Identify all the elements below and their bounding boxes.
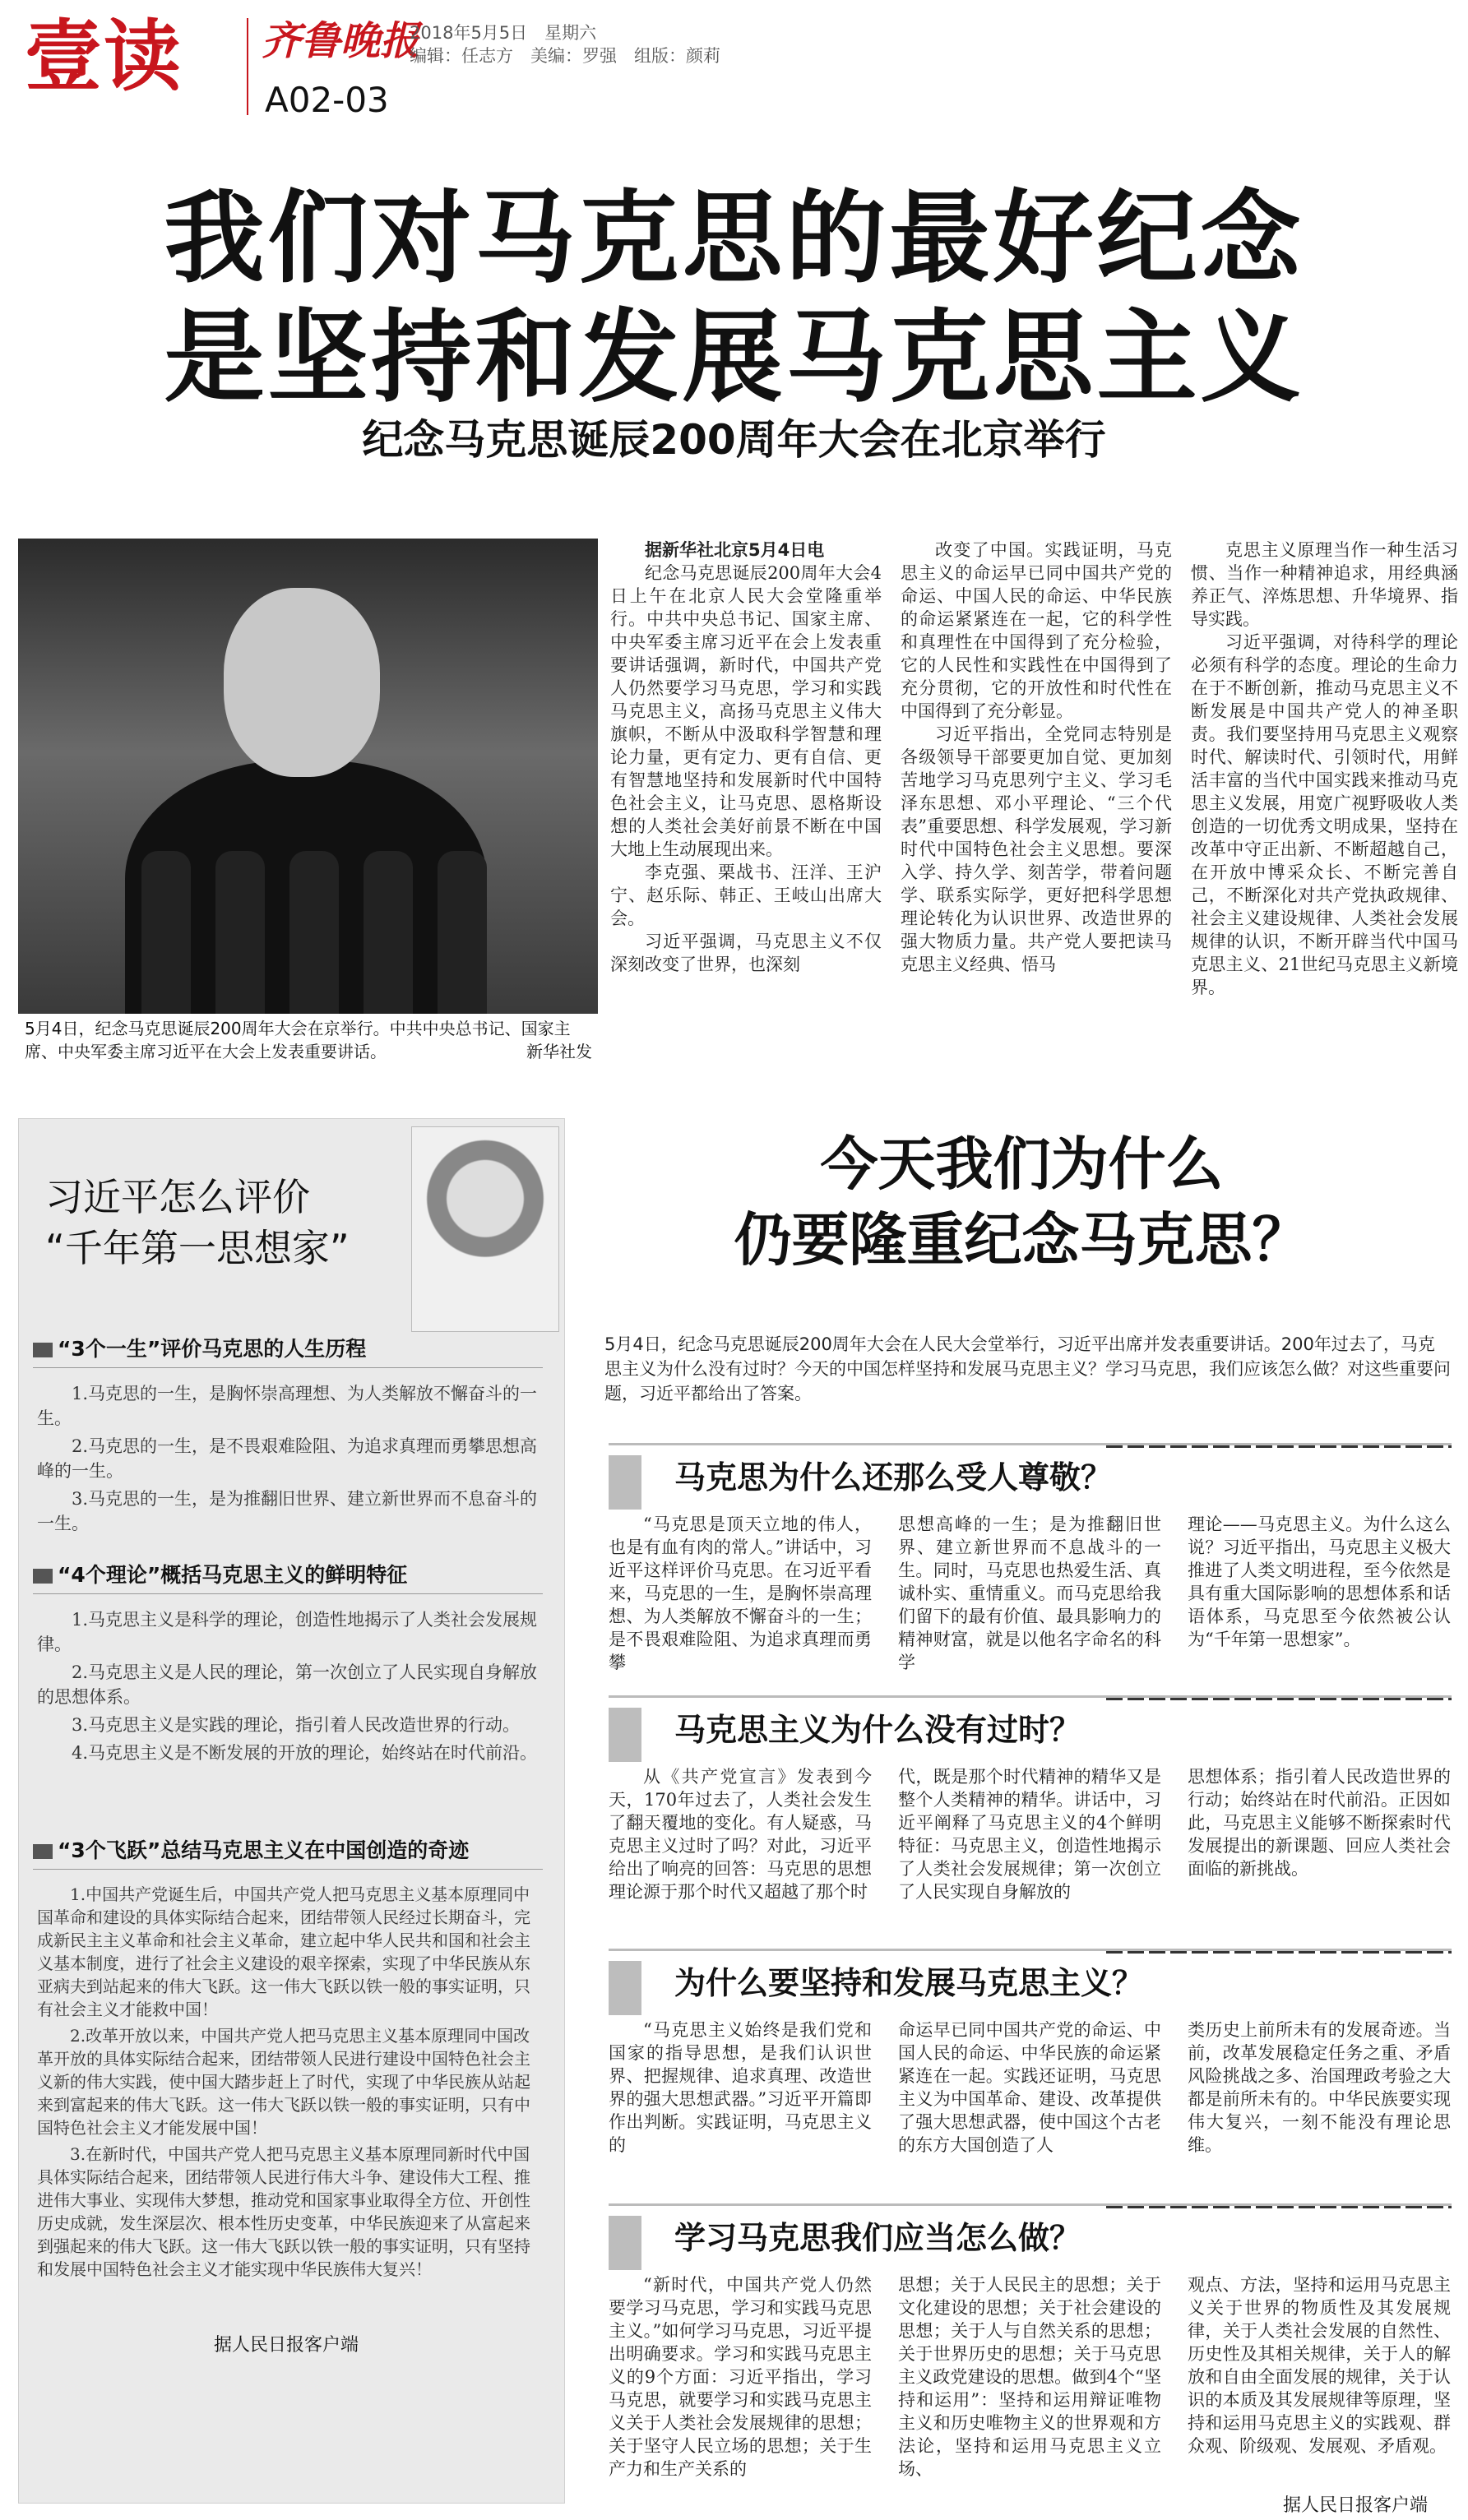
section-name: 壹读: [25, 12, 183, 102]
newspaper-logo: 齐鲁晚报: [262, 18, 420, 64]
square-bullet-icon: [33, 1343, 53, 1357]
masthead-info: [410, 21, 720, 67]
list-item: 2.改革开放以来，中国共产党人把马克思主义基本原理同中国改革开放的具体实际结合起来，团结带领人民进行建设中国特色社会主义新的伟大实践，使中国大踏步赶上了时代，实现了中华民族从站起来到富起来的伟大飞跃。这一伟大飞跃以铁一般的事实证明，只有中国特色社会主义才能发展中国！: [37, 2026, 530, 2138]
list-item: 1.马克思的一生，是胸怀崇高理想、为人类解放不懈奋斗的一生。: [37, 1384, 538, 1428]
answer-column: “新时代，中国共产党人仍然要学习马克思，学习和实践马克思主义。”如何学习马克思，习近平提出明确要求。学习和实践马克思主义的9个方面：习近平指出，学习马克思，就要学习和实践马克思主义关于人类社会发展规律的思想；关于坚守人民立场的思想；关于生产力和生产关系的: [609, 2275, 872, 2479]
sidebar-title-line-1: 习近平怎么评价: [45, 1175, 310, 1219]
list-item: 3.马克思主义是实践的理论，指引着人民改造世界的行动。: [72, 1715, 521, 1735]
list-item: 1.中国共产党诞生后，中国共产党人把马克思主义基本原理同中国革命和建设的具体实际结合起来，团结带领人民经过长期奋斗，完成新民主主义革命和社会主义革命，建立起中华人民共和国和社会主义基本制度，进行了社会主义建设的艰辛探索，实现了中华民族从东亚病夫到站起来的伟大飞跃。这一伟大飞跃以铁一般的事实证明，只有社会主义才能救中国！: [37, 1884, 530, 2019]
lead-paragraph: 习近平强调，对待科学的理论必须有科学的态度。理论的生命力在于不断创新，推动马克思主义不断发展是中国共产党人的神圣职责。我们要坚持用马克思主义观察时代、解读时代、引领时代，用鲜活丰富的当代中国实践来推动马克思主义发展，用宽广视野吸收人类创造的一切优秀文明成果，坚持在改革中守正出新、不断超越自己，在开放中博采众长、不断完善自己，不断深化对共产党执政规律、社会主义建设规律、人类社会发展规律的认识，不断开辟当代中国马克思主义、21世纪马克思主义新境界。: [1191, 632, 1458, 997]
question-heading: 学习马克思我们应当怎么做？: [609, 2203, 1452, 2268]
photo-caption-text: 5月4日，纪念马克思诞辰200周年大会在京举行。中共中央总书记、国家主席、中央军委主席习近平在大会上发表重要讲话。: [25, 1019, 571, 1061]
page-number: A02-03: [265, 80, 389, 120]
lead-column-1: [610, 539, 882, 1057]
masthead-divider: [247, 18, 248, 115]
sidebar-section-heading: “3个飞跃”总结马克思主义在中国创造的奇迹: [33, 1838, 543, 1870]
lead-paragraph: 习近平强调，马克思主义不仅深刻改变了世界，也深刻: [610, 932, 882, 974]
answer-column: 代，既是那个时代精神的精华又是整个人类精神的精华。讲话中，习近平阐释了马克思主义的4个鲜明特征：马克思主义，创造性地揭示了人类社会发展规律；第一次创立了人民实现自身解放的: [898, 1767, 1161, 1902]
feature-credit: 据人民日报客户端: [1283, 2495, 1429, 2516]
lead-photo: [18, 539, 598, 1014]
answer-column: “马克思主义始终是我们党和国家的指导思想，是我们认识世界、把握规律、追求真理、改造世界的强大思想武器。”习近平开篇即作出判断。实践证明，马克思主义的: [609, 2020, 872, 2155]
answer-column: 理论——马克思主义。为什么这么说？习近平指出，马克思主义极大推进了人类文明进程，至今依然是具有重大国际影响的思想体系和话语体系，马克思至今依然被公认为“千年第一思想家”。: [1188, 1514, 1451, 1649]
dateline: 据新华社北京5月4日电: [645, 540, 825, 560]
answer-column: 思想高峰的一生；是为推翻旧世界、建立新世界而不息战斗的一生。同时，马克思也热爱生活、真诚朴实、重情重义。而马克思给我们留下的最有价值、最具影响力的精神财富，就是以他名字命名的科学: [898, 1514, 1161, 1672]
sidebar-title: [45, 1172, 399, 1274]
question-heading: 为什么要坚持和发展马克思主义？: [609, 1949, 1452, 2013]
sidebar-section-heading: “3个一生”评价马克思的人生历程: [33, 1336, 543, 1368]
list-item: 3.在新时代，中国共产党人把马克思主义基本原理同新时代中国具体实际结合起来，团结带领人民进行伟大斗争、建设伟大工程、推进伟大事业、实现伟大梦想，推动党和国家事业取得全方位、开创性历史成就，发生深层次、根本性历史变革，中华民族迎来了从富起来到强起来的伟大飞跃。这一伟大飞跃以铁一般的事实证明，只有坚持和发展中国特色社会主义才能实现中华民族伟大复兴！: [37, 2144, 530, 2279]
headline-line-2: 是坚持和发展马克思主义: [164, 299, 1304, 416]
photo-caption: [25, 1017, 592, 1063]
question-heading: 马克思为什么还那么受人尊敬？: [609, 1443, 1452, 1507]
headline-line-1: 我们对马克思的最好纪念: [164, 180, 1304, 297]
list-item: 2.马克思的一生，是不畏艰难险阻、为追求真理而勇攀思想高峰的一生。: [37, 1436, 538, 1481]
feature-title-line-1: 今天我们为什么: [820, 1131, 1224, 1198]
list-item: 1.马克思主义是科学的理论，创造性地揭示了人类社会发展规律。: [37, 1610, 538, 1654]
list-item: 3.马克思的一生，是为推翻旧世界、建立新世界而不息奋斗的一生。: [37, 1489, 538, 1533]
lead-paragraph: 纪念马克思诞辰200周年大会4日上午在北京人民大会堂隆重举行。中共中央总书记、国家主席、中央军委主席习近平在会上发表重要讲话强调，新时代，中国共产党人仍然要学习马克思，学习和实践马克思主义，高扬马克思主义伟大旗帜，不断从中汲取科学智慧和理论力量，更有定力、更有自信、更有智慧地坚持和发展新时代中国特色社会主义，让马克思、恩格斯设想的人类社会美好前景不断在中国大地上生动展现出来。: [610, 563, 882, 859]
sidebar-title-line-2: “千年第一思想家”: [45, 1226, 350, 1270]
sidebar-section-body: [37, 1883, 543, 2284]
sidebar-section-body: [37, 1607, 543, 1769]
list-item: 2.马克思主义是人民的理论，第一次创立了人民实现自身解放的思想体系。: [37, 1662, 538, 1707]
answer-column: 思想体系；指引着人民改造世界的行动；始终站在时代前沿。正因如此，马克思主义能够不断探索时代发展提出的新课题、回应人类社会面临的新挑战。: [1188, 1767, 1451, 1879]
answer-column: 类历史上前所未有的发展奇迹。当前，改革发展稳定任务之重、矛盾风险挑战之多、治国理政考验之大都是前所未有的。中华民族要实现伟大复兴，一刻不能没有理论思维。: [1188, 2020, 1451, 2155]
lead-paragraph: 改变了中国。实践证明，马克思主义的命运早已同中国共产党的命运、中国人民的命运、中华民族的命运紧紧连在一起，它的科学性和真理性在中国得到了充分检验，它的人民性和实践性在中国得到了充分贯彻，它的开放性和时代性在中国得到了充分彰显。: [901, 540, 1172, 721]
square-bullet-icon: [33, 1569, 53, 1584]
answer-column: “马克思是顶天立地的伟人，也是有血有肉的常人。”讲话中，习近平这样评价马克思。在习近平看来，马克思的一生，是胸怀崇高理想、为人类解放不懈奋斗的一生；是不畏艰难险阻、为追求真理而勇攀: [609, 1514, 872, 1672]
answer-column: 从《共产党宣言》发表到今天，170年过去了，人类社会发生了翻天覆地的变化。有人疑惑，马克思主义过时了吗？对此，习近平给出了响亮的回答：马克思的思想理论源于那个时代又超越了那个时: [609, 1767, 872, 1902]
list-item: 4.马克思主义是不断发展的开放的理论，始终站在时代前沿。: [72, 1743, 538, 1763]
lead-column-2: [901, 539, 1172, 1057]
answer-column: 思想；关于人民民主的思想；关于文化建设的思想；关于社会建设的思想；关于人与自然关系的思想；关于世界历史的思想；关于马克思主义政党建设的思想。做到4个“坚持和运用”：坚持和运用辩证唯物主义和历史唯物主义的世界观和方法论，坚持和运用马克思主义立场、: [898, 2275, 1161, 2479]
answer-column: 命运早已同中国共产党的命运、中国人民的命运、中华民族的命运紧紧连在一起。实践还证明，马克思主义为中国革命、建设、改革提供了强大思想武器，使中国这个古老的东方大国创造了人: [898, 2020, 1161, 2155]
feature-title-line-2: 仍要隆重纪念马克思？: [734, 1206, 1310, 1274]
sidebar-section-heading: “4个理论”概括马克思主义的鲜明特征: [33, 1562, 543, 1594]
sidebar-credit: 据人民日报客户端: [214, 2335, 359, 2356]
question-heading: 马克思主义为什么没有过时？: [609, 1695, 1452, 1759]
issue-date: 2018年5月5日 星期六: [410, 23, 597, 43]
lead-paragraph: 李克强、栗战书、汪洋、王沪宁、赵乐际、韩正、王岐山出席大会。: [610, 862, 882, 928]
photo-credit: 新华社发: [526, 1042, 592, 1061]
subheadline: 纪念马克思诞辰200周年大会在北京举行: [362, 416, 1106, 464]
answer-column: 观点、方法，坚持和运用马克思主义关于世界的物质性及其发展规律，关于人类社会发展的自然性、历史性及其相关规律，关于人的解放和自由全面发展的规律，关于认识的本质及其发展规律等原理，坚持和运用马克思主义的实践观、群众观、阶级观、发展观、矛盾观。: [1188, 2275, 1451, 2456]
staff-credits: 编辑：任志方 美编：罗强 组版：颜莉: [410, 46, 720, 66]
marx-portrait: [411, 1126, 559, 1332]
lead-paragraph: 克思主义原理当作一种生活习惯、当作一种精神追求，用经典涵养正气、淬炼思想、升华境界、指导实践。: [1191, 540, 1458, 629]
feature-intro: 5月4日，纪念马克思诞辰200周年大会在人民大会堂举行，习近平出席并发表重要讲话。200年过去了，马克思主义为什么没有过时？今天的中国怎样坚持和发展马克思主义？学习马克思，我们应该怎么做？对这些重要问题，习近平都给出了答案。: [604, 1334, 1451, 1403]
lead-column-3: [1191, 539, 1458, 1057]
square-bullet-icon: [33, 1844, 53, 1859]
lead-paragraph: 习近平指出，全党同志特别是各级领导干部要更加自觉、更加刻苦地学习马克思列宁主义、学习毛泽东思想、邓小平理论、“三个代表”重要思想、科学发展观，学习新时代中国特色社会主义思想。要深入学、持久学、刻苦学，带着问题学、联系实际学，更好把科学思想理论转化为认识世界、改造世界的强大物质力量。共产党人要把读马克思主义经典、悟马: [901, 724, 1172, 974]
sidebar-section-body: [37, 1381, 543, 1539]
